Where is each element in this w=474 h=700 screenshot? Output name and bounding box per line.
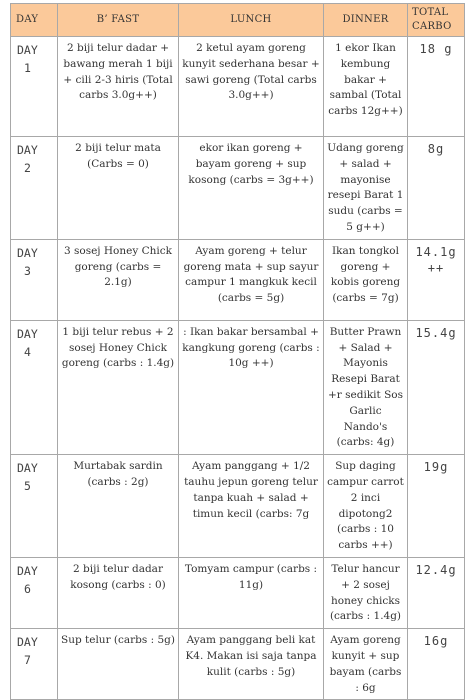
day-cell [11, 239, 58, 320]
total-carbo-cell: 18 g [408, 37, 465, 137]
day-number: 6 [24, 581, 31, 596]
day-number: 4 [24, 344, 31, 359]
dinner-cell: Udang goreng + salad + mayonise resepi Barat 1 sudu (carbs = 5 g++) [324, 137, 408, 240]
table-row [11, 320, 465, 454]
table-row [11, 137, 465, 240]
header-row [11, 4, 465, 37]
dinner-cell: Ayam goreng kunyit + sup bayam (carbs : 6g [324, 629, 408, 700]
table-row [11, 629, 465, 700]
day-cell [11, 37, 58, 137]
total-carbo-cell: 19g [408, 455, 465, 558]
header-day: DAY [11, 4, 58, 37]
dinner-cell: Ikan tongkol goreng + kobis goreng (carbs = 7g) [324, 239, 408, 320]
day-number: 5 [24, 479, 31, 494]
total-carbo-cell: 12.4g [408, 557, 465, 628]
lunch-cell: 2 ketul ayam goreng kunyit sederhana besar + sawi goreng (Total carbs 3.0g++) [179, 37, 324, 137]
day-cell [11, 320, 58, 454]
dinner-cell: Butter Prawn + Salad + Mayonis Resepi Barat +r sedikit Sos Garlic Nando's (carbs: 4g) [324, 320, 408, 454]
dinner-cell: Telur hancur + 2 sosej honey chicks (carbs : 1.4g) [324, 557, 408, 628]
header-total-line1: TOTAL [412, 7, 449, 18]
total-carbo-cell: 16g [408, 629, 465, 700]
day-number: 7 [24, 653, 31, 668]
table-row [11, 455, 465, 558]
breakfast-cell: 1 biji telur rebus + 2 sosej Honey Chick goreng (carbs : 1.4g) [58, 320, 179, 454]
day-cell [11, 557, 58, 628]
day-cell [11, 137, 58, 240]
header-total-line2: CARBO [412, 21, 452, 32]
day-label: DAY [17, 635, 38, 650]
day-label: DAY [17, 461, 38, 476]
table-row [11, 557, 465, 628]
meal-plan-table [10, 3, 465, 700]
day-label: DAY [17, 43, 38, 57]
lunch-cell: Ayam goreng + telur goreng mata + sup sayur campur 1 mangkuk kecil (carbs = 5g) [179, 239, 324, 320]
day-label: DAY [17, 326, 38, 341]
day-number: 3 [24, 263, 31, 278]
breakfast-cell: Murtabak sardin (carbs : 2g) [58, 455, 179, 558]
dinner-cell: Sup daging campur carrot 2 inci dipotong2 (carbs : 10 carbs ++) [324, 455, 408, 558]
day-label: DAY [17, 563, 38, 578]
lunch-cell: Tomyam campur (carbs : 11g) [179, 557, 324, 628]
day-cell [11, 629, 58, 700]
table-row [11, 37, 465, 137]
day-label: DAY [17, 143, 38, 157]
header-lunch: LUNCH [179, 4, 324, 37]
lunch-cell: Ayam panggang beli kat K4. Makan isi saja tanpa kulit (carbs : 5g) [179, 629, 324, 700]
header-total-carbo [408, 4, 465, 37]
breakfast-cell: 2 biji telur mata (Carbs = 0) [58, 137, 179, 240]
day-number: 2 [24, 161, 31, 175]
total-carbo-cell: 15.4g [408, 320, 465, 454]
lunch-cell: ekor ikan goreng + bayam goreng + sup kosong (carbs = 3g++) [179, 137, 324, 240]
dinner-cell: 1 ekor Ikan kembung bakar + sambal (Total carbs 12g++) [324, 37, 408, 137]
total-carbo-cell: 8g [408, 137, 465, 240]
breakfast-cell: 3 sosej Honey Chick goreng (carbs = 2.1g) [58, 239, 179, 320]
total-carbo-cell: 14.1g ++ [408, 239, 465, 320]
day-number: 1 [24, 61, 31, 75]
breakfast-cell: 2 biji telur dadar + bawang merah 1 biji + cili 2-3 hiris (Total carbs 3.0g++) [58, 37, 179, 137]
lunch-cell: : Ikan bakar bersambal + kangkung goreng (carbs : 10g ++) [179, 320, 324, 454]
table-row [11, 239, 465, 320]
day-label: DAY [17, 245, 38, 260]
day-cell [11, 455, 58, 558]
breakfast-cell: 2 biji telur dadar kosong (carbs : 0) [58, 557, 179, 628]
header-breakfast: B’ FAST [58, 4, 179, 37]
lunch-cell: Ayam panggang + 1/2 tauhu jepun goreng telur tanpa kuah + salad + timun kecil (carbs: 7g [179, 455, 324, 558]
header-dinner: DINNER [324, 4, 408, 37]
breakfast-cell: Sup telur (carbs : 5g) [58, 629, 179, 700]
